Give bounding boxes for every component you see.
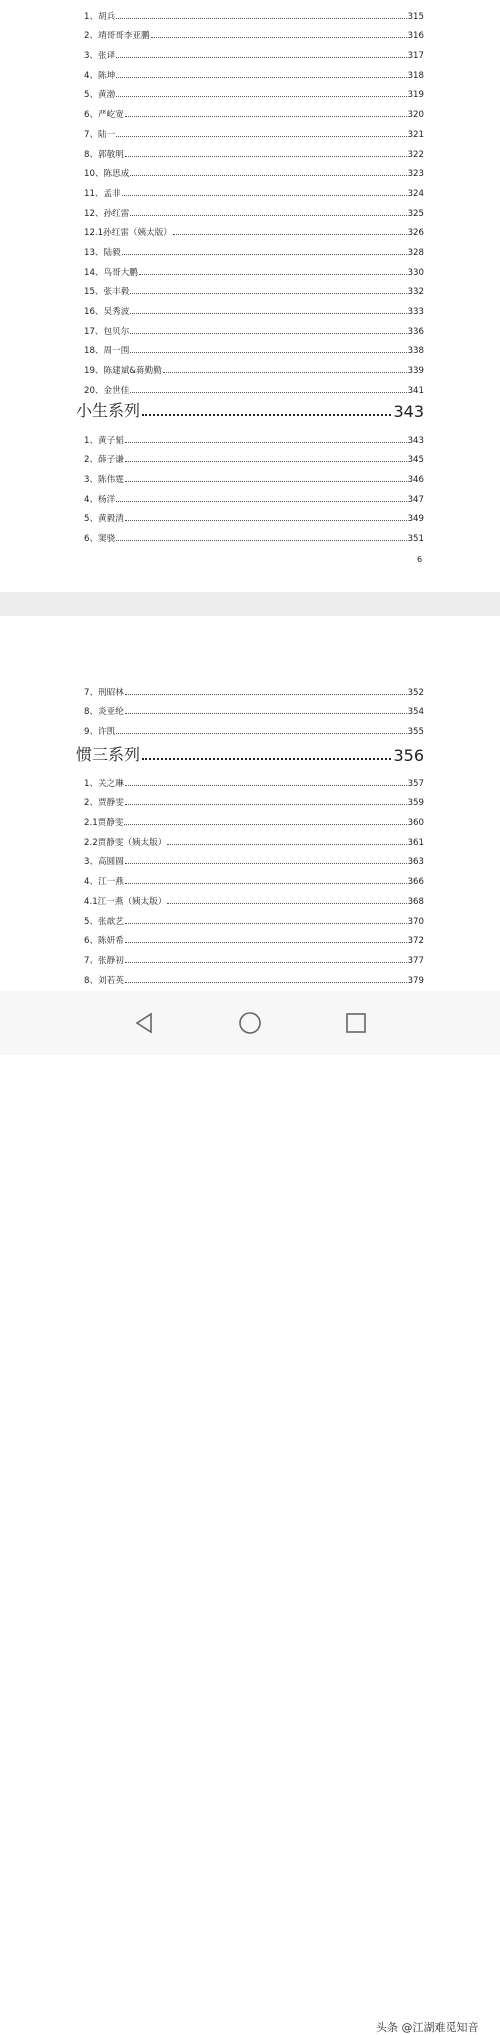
toc-entry[interactable] bbox=[84, 297, 424, 317]
toc-entry-page: 324 bbox=[407, 188, 424, 199]
toc-entry[interactable] bbox=[84, 505, 424, 525]
toc-entry-label: 3、张译 bbox=[84, 51, 116, 62]
leader-dots bbox=[130, 313, 406, 314]
leader-dots bbox=[125, 520, 407, 521]
toc-entry-page: 320 bbox=[407, 110, 424, 121]
toc-entry-label: 5、黄毅清 bbox=[84, 514, 124, 525]
toc-entry[interactable] bbox=[84, 946, 424, 966]
leader-dots bbox=[125, 923, 407, 924]
toc-entry-page: 338 bbox=[407, 346, 424, 357]
toc-section-heading[interactable] bbox=[76, 395, 424, 421]
leader-dots bbox=[116, 733, 406, 734]
toc-entry[interactable] bbox=[84, 848, 424, 868]
watermark-text: 头条 @江湖难觅知音 bbox=[376, 2021, 479, 2034]
toc-list bbox=[84, 678, 424, 737]
toc-entry-page: 360 bbox=[407, 818, 424, 829]
leader-dots bbox=[142, 758, 391, 760]
leader-dots bbox=[167, 903, 406, 904]
toc-entry-page: 322 bbox=[407, 149, 424, 160]
toc-entry-page: 316 bbox=[407, 31, 424, 42]
leader-dots bbox=[125, 461, 407, 462]
leader-dots bbox=[130, 175, 406, 176]
toc-entry-label: 2、贾静雯 bbox=[84, 798, 124, 809]
toc-entry[interactable] bbox=[84, 376, 424, 396]
leader-dots bbox=[142, 414, 391, 416]
toc-entry-page: 349 bbox=[407, 514, 424, 525]
toc-entry-label: 11、孟非 bbox=[84, 188, 121, 199]
toc-entry-label: 6、窦骁 bbox=[84, 534, 116, 545]
toc-entry-page: 336 bbox=[407, 326, 424, 337]
toc-entry-label: 4.1江一燕（姨太版） bbox=[84, 896, 167, 907]
toc-entry-label: 12.1孙红雷（姨太版） bbox=[84, 228, 172, 239]
toc-entry-label: 12、孙红雷 bbox=[84, 208, 130, 219]
leader-dots bbox=[151, 37, 407, 38]
toc-entry-page: 333 bbox=[407, 307, 424, 317]
toc-entry-page: 318 bbox=[407, 70, 424, 81]
toc-entry-label: 4、江一燕 bbox=[84, 877, 124, 888]
page-gap bbox=[0, 592, 500, 616]
toc-entry-label: 16、吴秀波 bbox=[84, 307, 130, 317]
toc-entry[interactable] bbox=[84, 465, 424, 485]
toc-list bbox=[84, 2, 424, 396]
leader-dots bbox=[116, 136, 406, 137]
toc-entry-page: 357 bbox=[407, 778, 424, 789]
back-icon[interactable] bbox=[133, 1011, 157, 1035]
toc-entry[interactable] bbox=[84, 61, 424, 81]
leader-dots bbox=[163, 372, 407, 373]
toc-entry[interactable] bbox=[84, 769, 424, 789]
leader-dots bbox=[173, 234, 407, 235]
toc-entry-label: 1、胡兵 bbox=[84, 11, 116, 22]
toc-entry[interactable] bbox=[84, 179, 424, 199]
toc-entry-label: 2.2贾静雯（姨太版） bbox=[84, 837, 167, 848]
leader-dots bbox=[125, 481, 407, 482]
toc-entry-page: 377 bbox=[407, 955, 424, 966]
toc-entry-label: 13、陆毅 bbox=[84, 247, 121, 258]
recents-icon[interactable] bbox=[344, 1011, 368, 1035]
toc-entry-page: 361 bbox=[407, 837, 424, 848]
leader-dots bbox=[125, 785, 407, 786]
toc-entry-label: 15、张丰毅 bbox=[84, 287, 130, 298]
toc-entry[interactable] bbox=[84, 789, 424, 809]
toc-entry-label: 14、鸟哥大鹏 bbox=[84, 267, 138, 278]
toc-entry-page: 321 bbox=[407, 129, 424, 140]
toc-entry-page: 326 bbox=[407, 228, 424, 239]
toc-entry-label: 8、郭敬明 bbox=[84, 149, 124, 160]
toc-entry[interactable] bbox=[84, 966, 424, 986]
toc-entry-label: 8、炎亚纶 bbox=[84, 707, 124, 718]
leader-dots bbox=[116, 18, 406, 19]
toc-entry-label: 1、黄子韬 bbox=[84, 435, 124, 446]
toc-entry-label: 3、陈伟霆 bbox=[84, 475, 124, 486]
toc-entry-label: 7、张静初 bbox=[84, 955, 124, 966]
leader-dots bbox=[116, 501, 406, 502]
toc-entry-label: 5、黄渤 bbox=[84, 90, 116, 101]
section-title: 惯三系列 bbox=[76, 745, 141, 764]
toc-entry-label: 1、关之琳 bbox=[84, 778, 124, 789]
home-icon[interactable] bbox=[238, 1011, 262, 1035]
leader-dots bbox=[125, 863, 407, 864]
leader-dots bbox=[167, 844, 406, 845]
leader-dots bbox=[130, 215, 406, 216]
toc-entry[interactable] bbox=[84, 446, 424, 466]
leader-dots bbox=[130, 333, 406, 334]
toc-entry-page: 355 bbox=[407, 727, 424, 738]
toc-entry-label: 7、刑昭林 bbox=[84, 687, 124, 698]
leader-dots bbox=[125, 982, 407, 983]
toc-entry-page: 345 bbox=[407, 455, 424, 466]
toc-entry[interactable] bbox=[84, 524, 424, 544]
toc-entry-label: 2.1贾静雯 bbox=[84, 818, 124, 829]
toc-entry-page: 346 bbox=[407, 475, 424, 486]
toc-entry-label: 3、高圆圆 bbox=[84, 857, 124, 868]
toc-entry-label: 6、陈妍希 bbox=[84, 936, 124, 947]
toc-entry-page: 368 bbox=[407, 896, 424, 907]
leader-dots bbox=[125, 883, 407, 884]
toc-entry-page: 325 bbox=[407, 208, 424, 219]
toc-entry-label: 17、包贝尔 bbox=[84, 326, 130, 337]
page-number: 6 bbox=[417, 555, 423, 564]
toc-entry-label: 5、张歆艺 bbox=[84, 916, 124, 927]
toc-entry-page: 328 bbox=[407, 247, 424, 258]
toc-entry[interactable] bbox=[84, 698, 424, 718]
leader-dots bbox=[125, 442, 407, 443]
toc-entry[interactable] bbox=[84, 678, 424, 698]
toc-entry-page: 351 bbox=[407, 534, 424, 545]
section-page: 343 bbox=[393, 402, 424, 421]
toc-entry-page: 319 bbox=[407, 90, 424, 101]
leader-dots bbox=[125, 962, 407, 963]
toc-entry[interactable] bbox=[84, 907, 424, 927]
toc-entry-label: 19、陈建斌&蒋勤勤 bbox=[84, 366, 162, 377]
toc-entry[interactable] bbox=[84, 81, 424, 101]
toc-entry-label: 10、陈思成 bbox=[84, 169, 130, 180]
leader-dots bbox=[125, 804, 407, 805]
toc-entry-label: 9、许凯 bbox=[84, 727, 116, 738]
toc-entry[interactable] bbox=[84, 160, 424, 180]
leader-dots bbox=[116, 57, 406, 58]
toc-entry[interactable] bbox=[84, 219, 424, 239]
toc-entry-page: 347 bbox=[407, 494, 424, 505]
toc-entry-page: 317 bbox=[407, 51, 424, 62]
toc-section-heading[interactable] bbox=[76, 739, 424, 765]
toc-entry-page: 323 bbox=[407, 169, 424, 180]
toc-entry[interactable] bbox=[84, 808, 424, 828]
toc-entry[interactable] bbox=[84, 41, 424, 61]
leader-dots bbox=[125, 156, 407, 157]
toc-entry-label: 6、严屹宽 bbox=[84, 110, 124, 121]
toc-entry-page: 379 bbox=[407, 975, 424, 986]
toc-entry-page: 339 bbox=[407, 366, 424, 377]
toc-entry[interactable] bbox=[84, 140, 424, 160]
toc-entry[interactable] bbox=[84, 717, 424, 737]
toc-entry-page: 366 bbox=[407, 877, 424, 888]
toc-entry-page: 332 bbox=[407, 287, 424, 298]
leader-dots bbox=[122, 254, 407, 255]
toc-entry-label: 4、陈坤 bbox=[84, 70, 116, 81]
toc-entry-label: 20、金世佳 bbox=[84, 385, 130, 396]
toc-entry[interactable] bbox=[84, 120, 424, 140]
leader-dots bbox=[124, 824, 406, 825]
toc-entry-page: 354 bbox=[407, 707, 424, 718]
toc-entry[interactable] bbox=[84, 238, 424, 258]
toc-entry-label: 18、周一围 bbox=[84, 346, 130, 357]
toc-entry[interactable] bbox=[84, 2, 424, 22]
toc-entry[interactable] bbox=[84, 867, 424, 887]
toc-entry-label: 8、刘若英 bbox=[84, 975, 124, 986]
document-page-7 bbox=[0, 616, 500, 991]
leader-dots bbox=[125, 694, 407, 695]
leader-dots bbox=[139, 274, 407, 275]
toc-entry-page: 352 bbox=[407, 687, 424, 698]
toc-entry[interactable] bbox=[84, 426, 424, 446]
leader-dots bbox=[116, 540, 406, 541]
toc-entry-label: 4、杨洋 bbox=[84, 494, 116, 505]
leader-dots bbox=[125, 116, 407, 117]
toc-entry-label: 2、薛子谦 bbox=[84, 455, 124, 466]
toc-entry-page: 330 bbox=[407, 267, 424, 278]
toc-entry[interactable] bbox=[84, 278, 424, 298]
toc-entry-page: 363 bbox=[407, 857, 424, 868]
toc-entry-page: 343 bbox=[407, 435, 424, 446]
android-nav-bar bbox=[0, 991, 500, 2034]
toc-entry-page: 315 bbox=[407, 11, 424, 22]
document-page-6 bbox=[0, 0, 500, 592]
toc-entry[interactable] bbox=[84, 22, 424, 42]
leader-dots bbox=[130, 352, 406, 353]
toc-entry-label: 2、靖哥哥李亚鹏 bbox=[84, 31, 150, 42]
leader-dots bbox=[116, 96, 406, 97]
leader-dots bbox=[130, 293, 406, 294]
toc-entry[interactable] bbox=[84, 317, 424, 337]
leader-dots bbox=[125, 713, 407, 714]
toc-entry[interactable] bbox=[84, 887, 424, 907]
toc-entry[interactable] bbox=[84, 199, 424, 219]
leader-dots bbox=[130, 392, 406, 393]
toc-list bbox=[84, 426, 424, 544]
toc-entry[interactable] bbox=[84, 828, 424, 848]
toc-entry[interactable] bbox=[84, 927, 424, 947]
toc-entry-page: 359 bbox=[407, 798, 424, 809]
toc-entry[interactable] bbox=[84, 337, 424, 357]
toc-entry[interactable] bbox=[84, 356, 424, 376]
toc-entry[interactable] bbox=[84, 485, 424, 505]
section-page: 356 bbox=[393, 746, 424, 765]
toc-entry-page: 370 bbox=[407, 916, 424, 927]
toc-entry-page: 341 bbox=[407, 385, 424, 396]
leader-dots bbox=[122, 195, 407, 196]
toc-entry-label: 7、陆一 bbox=[84, 129, 116, 140]
section-title: 小生系列 bbox=[76, 401, 141, 420]
toc-entry-page: 372 bbox=[407, 936, 424, 947]
toc-entry[interactable] bbox=[84, 100, 424, 120]
toc-list bbox=[84, 769, 424, 986]
leader-dots bbox=[116, 77, 406, 78]
leader-dots bbox=[125, 942, 407, 943]
toc-entry[interactable] bbox=[84, 258, 424, 278]
